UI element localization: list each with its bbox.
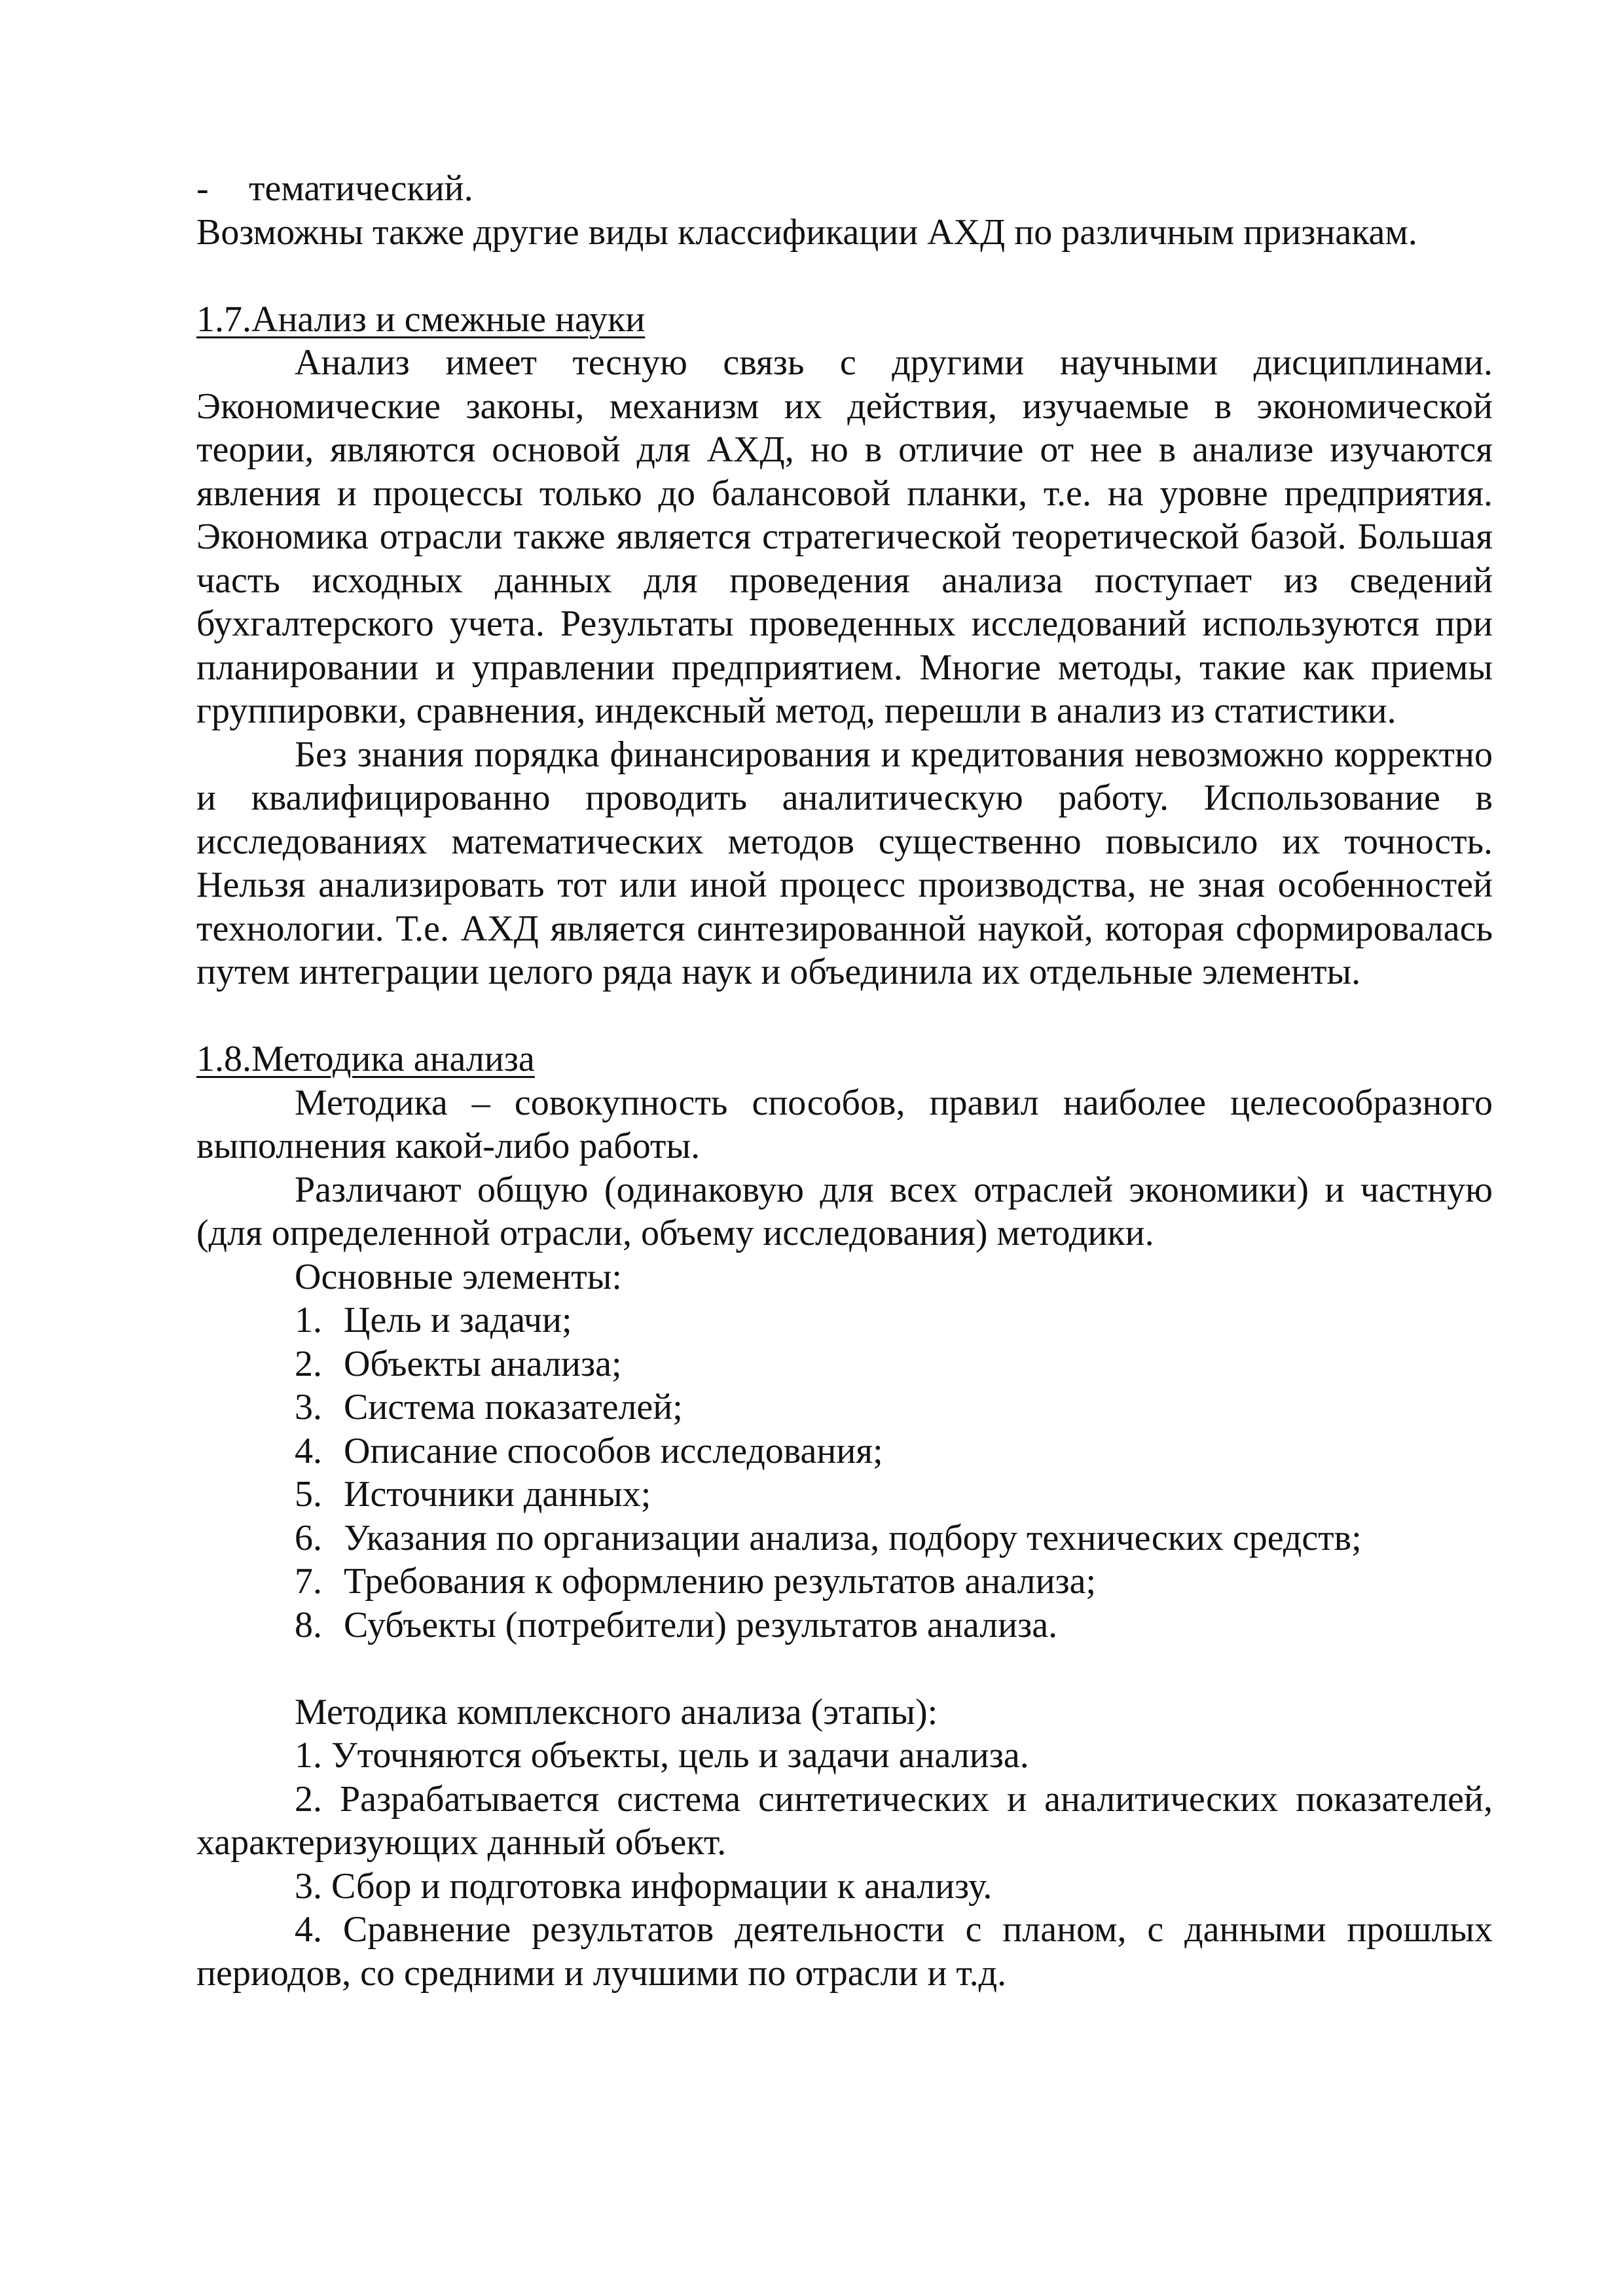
stage-item: 1. Уточняются объекты, цель и задачи анализа. bbox=[295, 1735, 1029, 1776]
spacer bbox=[196, 1647, 1493, 1691]
paragraph-related-sciences-1: Анализ имеет тесную связь с другими научными дисциплинами. Экономические законы, механизм их действия, изучаемые в экономической теории, являются основой для АХД, но в отличие от нее в анализе изучаются явления и процессы только до балансовой планки, т.е. на уровне предприятия. Экономика отрасли также является стратегической теоретической базой. Большая часть исходных данных для проведения анализа поступает из сведений бухгалтерского учета. Результаты проведенных исследований используются при планировании и управлении предприятием. Многие методы, такие как приемы группировки, сравнения, индексный метод, перешли в анализ из статистики. bbox=[196, 342, 1493, 731]
list-item-text: тематический. bbox=[249, 168, 473, 209]
list-item bbox=[196, 1342, 1493, 1386]
list-item bbox=[196, 1299, 1493, 1342]
list-item bbox=[196, 1429, 1493, 1473]
classification-note: Возможны также другие виды классификации АХД по различным признакам. bbox=[196, 211, 1417, 253]
document-page bbox=[196, 167, 1493, 1995]
list-number: 4. bbox=[295, 1430, 322, 1471]
stage-item: 3. Сбор и подготовка информации к анализу. bbox=[295, 1865, 993, 1907]
list-number: 7. bbox=[295, 1561, 322, 1602]
list-item bbox=[196, 1604, 1493, 1647]
spacer bbox=[196, 254, 1493, 298]
section-heading-1-8: 1.8.Методика анализа bbox=[196, 1039, 535, 1079]
paragraph-methodology-definition: Методика – совокупность способов, правил наиболее целесообразного выполнения какой-либо работы. bbox=[196, 1082, 1493, 1166]
list-item bbox=[196, 1560, 1493, 1604]
list-item bbox=[196, 1386, 1493, 1429]
list-number: 8. bbox=[295, 1604, 322, 1645]
stage-item: 2. Разрабатывается система синтетических и аналитических показателей, характеризующих данный объект. bbox=[196, 1778, 1493, 1863]
list-item-text: Описание способов исследования; bbox=[344, 1430, 883, 1471]
paragraph-methodology-kinds: Различают общую (одинаковую для всех отраслей экономики) и частную (для определенной отрасли, объему исследования) методики. bbox=[196, 1169, 1493, 1253]
list-dash: - bbox=[196, 168, 209, 209]
list-item-text: Источники данных; bbox=[344, 1474, 651, 1515]
section-heading-1-7: 1.7.Анализ и смежные науки bbox=[196, 298, 646, 340]
stages-title: Методика комплексного анализа (этапы): bbox=[295, 1691, 938, 1732]
stage-item: 4. Сравнение результатов деятельности с планом, с данными прошлых периодов, со средними и лучшими по отрасли и т.д. bbox=[196, 1909, 1493, 1994]
list-number: 5. bbox=[295, 1474, 322, 1515]
list-item-text: Система показателей; bbox=[344, 1387, 683, 1427]
list-number: 3. bbox=[295, 1387, 322, 1427]
list-number: 6. bbox=[295, 1517, 322, 1558]
list-item-text: Требования к оформлению результатов анализа; bbox=[344, 1561, 1097, 1602]
list-item-thematic bbox=[196, 167, 1493, 211]
spacer bbox=[196, 994, 1493, 1038]
list-item-text: Субъекты (потребители) результатов анализа. bbox=[344, 1604, 1058, 1645]
list-item bbox=[196, 1516, 1493, 1560]
list-item-text: Объекты анализа; bbox=[344, 1343, 622, 1384]
elements-title: Основные элементы: bbox=[295, 1256, 622, 1297]
list-item-text: Указания по организации анализа, подбору технических средств; bbox=[344, 1517, 1362, 1558]
list-number: 1. bbox=[295, 1300, 322, 1340]
paragraph-related-sciences-2: Без знания порядка финансирования и кредитования невозможно корректно и квалифицированно проводить аналитическую работу. Использование в исследованиях математических методов существенно повысило их точность. Нельзя анализировать тот или иной процесс производства, не зная особенностей технологии. Т.е. АХД является синтезированной наукой, которая сформировалась путем интеграции целого ряда наук и объединила их отдельные элементы. bbox=[196, 734, 1493, 992]
list-number: 2. bbox=[295, 1343, 322, 1384]
elements-list bbox=[196, 1299, 1493, 1647]
list-item bbox=[196, 1473, 1493, 1516]
list-item-text: Цель и задачи; bbox=[344, 1300, 572, 1340]
